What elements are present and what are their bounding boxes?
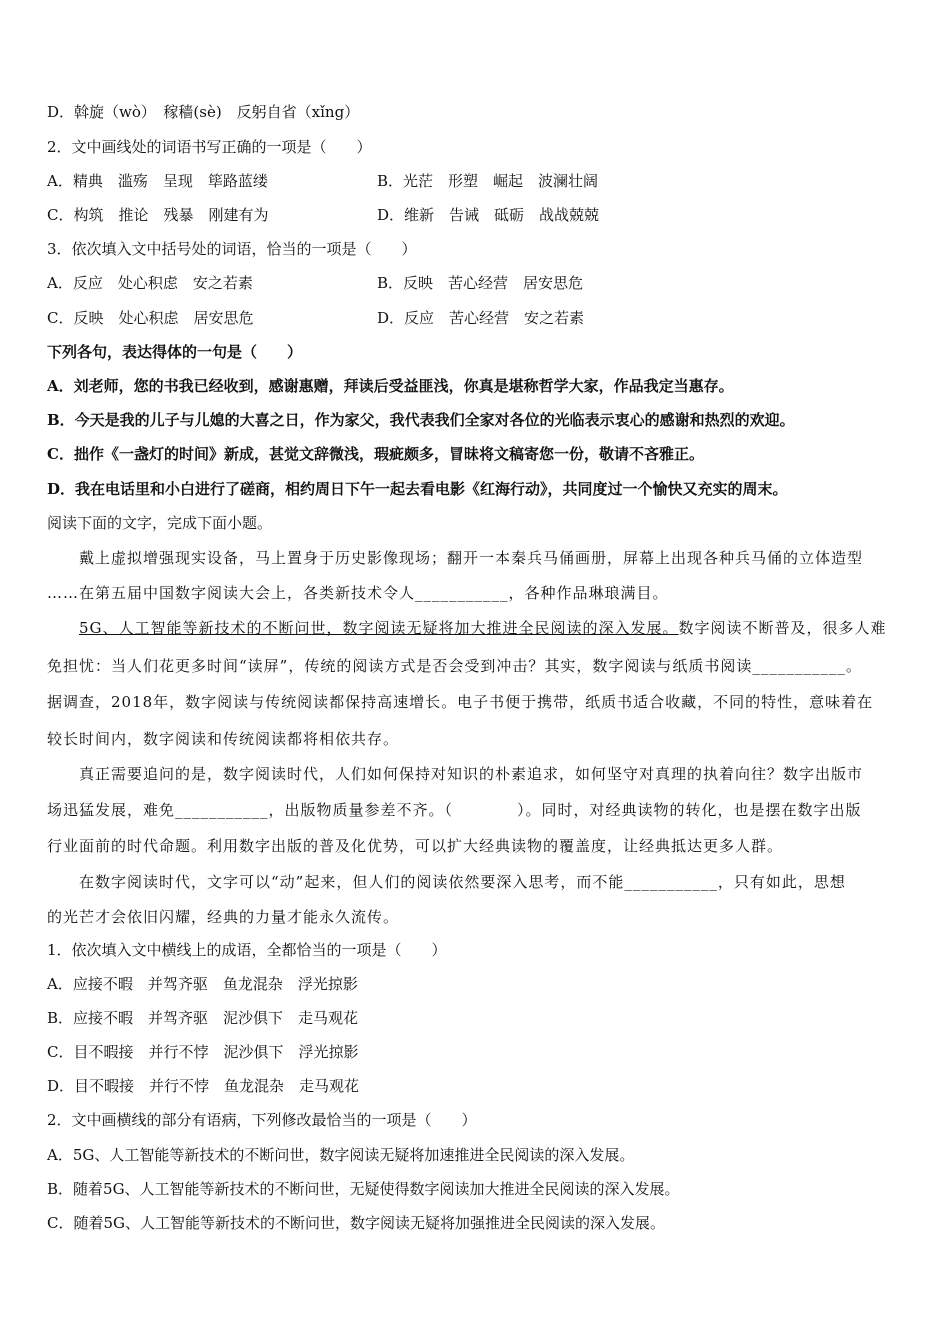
q4-option-b: B．今天是我的儿子与儿媳的大喜之日，作为家父，我代表我们全家对各位的光临表示衷心的感谢和热烈的欢迎。 [47, 411, 795, 429]
passage-p3-line1: 真正需要追问的是，数字阅读时代，人们如何保持对知识的朴素追求，如何坚守对真理的执着向往？数字出版市 [79, 765, 864, 783]
passage-p3-line3: 行业面前的时代命题。利用数字出版的普及化优势，可以扩大经典读物的覆盖度，让经典抵达更多人群。 [47, 837, 784, 855]
passage-p4-line1: 在数字阅读时代，文字可以“动”起来，但人们的阅读依然要深入思考，而不能___________，只有如此，思想 [79, 873, 846, 891]
s1-option-a: A．应接不暇 并驾齐驱 鱼龙混杂 浮光掠影 [47, 975, 358, 993]
passage-p3-line2: 场迅猛发展，难免___________，出版物质量参差不齐。（ ）。同时，对经典读物的转化，也是摆在数字出版 [47, 801, 862, 819]
q3-option-d: D．反应 苦心经营 安之若素 [377, 309, 585, 327]
question-3: 3．依次填入文中括号处的词语，恰当的一项是（ ） [47, 240, 417, 258]
s1-option-b: B．应接不暇 并驾齐驱 泥沙俱下 走马观花 [47, 1009, 359, 1027]
passage-p2-line2: 免担忧：当人们花更多时间“读屏”，传统的阅读方式是否会受到冲击？其实，数字阅读与纸质书阅读___________。 [47, 657, 862, 675]
q2-option-b: B．光茫 形塑 崛起 波澜壮阔 [377, 172, 599, 190]
passage-p2-line4: 较长时间内，数字阅读和传统阅读都将相依共存。 [47, 730, 400, 748]
reading-intro: 阅读下面的文字，完成下面小题。 [47, 514, 273, 532]
sub-question-2: 2．文中画横线的部分有语病，下列修改最恰当的一项是（ ） [47, 1111, 477, 1129]
passage-p2-line3: 据调查，2018年，数字阅读与传统阅读都保持高速增长。电子书便于携带，纸质书适合收藏，不同的特性，意味着在 [47, 693, 874, 711]
q3-option-b: B．反映 苦心经营 居安思危 [377, 274, 584, 292]
underlined-sentence: 5G、人工智能等新技术的不断问世，数字阅读无疑将加大推进全民阅读的深入发展。 [79, 619, 679, 637]
s2-option-b: B．随着5G、人工智能等新技术的不断问世，无疑使得数字阅读加大推进全民阅读的深入发展。 [47, 1180, 680, 1198]
sub-question-1: 1．依次填入文中横线上的成语，全都恰当的一项是（ ） [47, 941, 447, 959]
q3-option-c: C．反映 处心积虑 居安思危 [47, 309, 254, 327]
s1-option-c: C．目不暇接 并行不悖 泥沙俱下 浮光掠影 [47, 1043, 359, 1061]
q2-option-c: C．构筑 推论 残暴 刚建有为 [47, 206, 269, 224]
question-2: 2．文中画线处的词语书写正确的一项是（ ） [47, 138, 372, 156]
passage-p2-line1-rest: 数字阅读不断普及，很多人难 [678, 619, 887, 637]
passage-p1-line2: ……在第五届中国数字阅读大会上，各类新技术令人___________，各种作品琳琅满目。 [47, 584, 669, 602]
q4-option-d: D．我在电话里和小白进行了磋商，相约周日下午一起去看电影《红海行动》，共同度过一个愉快又充实的周末。 [47, 480, 788, 498]
q4-option-a: A．刘老师，您的书我已经收到，感谢惠赠，拜读后受益匪浅，你真是堪称哲学大家，作品我定当惠存。 [47, 377, 734, 395]
q3-option-a: A．反应 处心积虑 安之若素 [47, 274, 253, 292]
q2-option-a: A．精典 滥殇 呈现 筚路蓝缕 [47, 172, 268, 190]
s1-option-d: D．目不暇接 并行不悖 鱼龙混杂 走马观花 [47, 1077, 360, 1095]
s2-option-c: C．随着5G、人工智能等新技术的不断问世，数字阅读无疑将加强推进全民阅读的深入发展。 [47, 1214, 666, 1232]
option-d-pinyin: D．斡旋（wò） 稼穑(sè) 反躬自省（xǐng） [47, 103, 360, 121]
passage-p2-line1 [79, 618, 887, 638]
question-4: 下列各句，表达得体的一句是（ ） [47, 343, 303, 361]
s2-option-a: A．5G、人工智能等新技术的不断问世，数字阅读无疑将加速推进全民阅读的深入发展。 [47, 1146, 635, 1164]
passage-p4-line2: 的光芒才会依旧闪耀，经典的力量才能永久流传。 [47, 908, 400, 926]
passage-p1-line1: 戴上虚拟增强现实设备，马上置身于历史影像现场；翻开一本秦兵马俑画册，屏幕上出现各种兵马俑的立体造型 [79, 549, 864, 567]
q2-option-d: D．维新 告诫 砥砺 战战兢兢 [377, 206, 600, 224]
q4-option-c: C．拙作《一盏灯的时间》新成，甚觉文辞微浅，瑕疵颇多，冒昧将文稿寄您一份，敬请不吝雅正。 [47, 445, 704, 463]
